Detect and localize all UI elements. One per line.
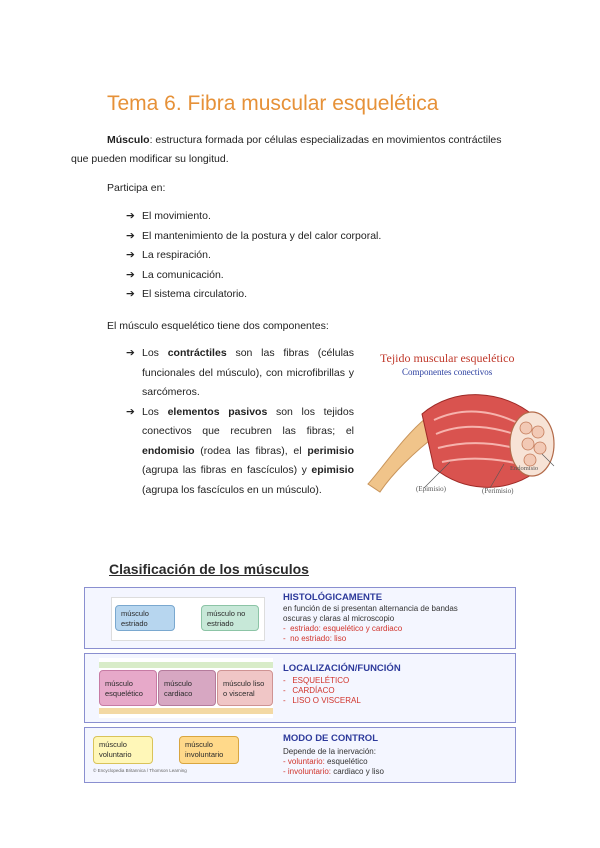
muscle-illustration: [364, 376, 560, 502]
figure-label-mid: (Perimisio): [482, 487, 514, 495]
figure-label-left: (Epimisio): [416, 485, 446, 493]
box-esqueletico: músculo esquelético: [99, 670, 157, 706]
list-item: - ESQUELÉTICO: [283, 676, 350, 685]
list-item: ➔ Los contráctiles son las fibras (células funcionales del músculo), con microfibrillas y sarcómeros.: [126, 344, 356, 403]
histo-heading: HISTOLÓGICAMENTE: [283, 592, 383, 603]
list-item: - CARDÍACO: [283, 686, 335, 695]
list-item: - voluntario: esquelético: [283, 757, 368, 766]
box-liso: músculo liso o visceral: [217, 670, 273, 706]
arrow-icon: ➔: [126, 229, 135, 242]
definition-term: Músculo: [107, 134, 150, 146]
list-item: ➔ La comunicación.: [126, 266, 381, 286]
histo-line2: oscuras y claras al microscopio: [283, 614, 395, 623]
box-no-estriado: músculo no estriado: [201, 605, 259, 631]
definition-text-1: : estructura formada por células especializadas en movimientos contráctiles: [149, 134, 502, 146]
figure-subtitle: Componentes conectivos: [402, 367, 493, 377]
arrow-icon: ➔: [126, 249, 135, 261]
arrow-icon: ➔: [126, 210, 135, 222]
image-credit: © Encyclopedia Britannica / Thomson Learning: [93, 768, 187, 773]
arrow-icon: ➔: [126, 268, 135, 281]
histo-line1: en función de si presentan alternancia de bandas: [283, 604, 458, 613]
components-list: [126, 344, 356, 500]
muscle-figure: [364, 348, 560, 502]
control-heading: MODO DE CONTROL: [283, 733, 378, 744]
box-involuntario: músculo involuntario: [179, 736, 239, 764]
list-item: - estriado: esquelético y cardiaco: [283, 624, 403, 633]
box-voluntario: músculo voluntario: [93, 736, 153, 764]
box-estriado: músculo estriado: [115, 605, 175, 631]
arrow-icon: ➔: [126, 405, 135, 418]
section-title: Clasificación de los músculos: [109, 561, 309, 577]
components-intro: El músculo esquelético tiene dos componentes:: [107, 320, 329, 332]
list-item: - involuntario: cardiaco y liso: [283, 767, 384, 776]
arrow-icon: ➔: [126, 288, 135, 300]
definition-line1: [107, 131, 527, 150]
list-item: ➔ El mantenimiento de la postura y del calor corporal.: [126, 227, 381, 247]
box-cardiaco: músculo cardiaco: [158, 670, 216, 706]
figure-label-right: Endomisio: [510, 465, 539, 472]
list-item: ➔ El movimiento.: [126, 207, 381, 227]
page-title: Tema 6. Fibra muscular esquelética: [107, 92, 439, 115]
panel-modo-control: [84, 727, 516, 783]
list-item: ➔ El sistema circulatorio.: [126, 285, 381, 305]
list-item: - no estriado: liso: [283, 634, 347, 643]
panel-histologicamente: [84, 587, 516, 649]
definition-text-2: que pueden modificar su longitud.: [71, 153, 229, 165]
list-item: ➔ Los elementos pasivos son los tejidos conectivos que recubren las fibras; el endomisio (rodea las fibras), el perimisio (agrupa las fibras en fascículos) y epimisio (agrupa los fascículos en un músculo).: [126, 403, 356, 501]
participa-list: [126, 207, 381, 305]
control-line1: Depende de la inervación:: [283, 747, 376, 756]
loc-heading: LOCALIZACIÓN/FUNCIÓN: [283, 663, 401, 674]
participa-label: Participa en:: [107, 182, 166, 194]
list-item: ➔ La respiración.: [126, 246, 381, 266]
list-item: - LISO O VISCERAL: [283, 696, 361, 705]
panel-localizacion: [84, 653, 516, 723]
figure-title: Tejido muscular esquelético: [380, 351, 515, 365]
arrow-icon: ➔: [126, 347, 135, 359]
